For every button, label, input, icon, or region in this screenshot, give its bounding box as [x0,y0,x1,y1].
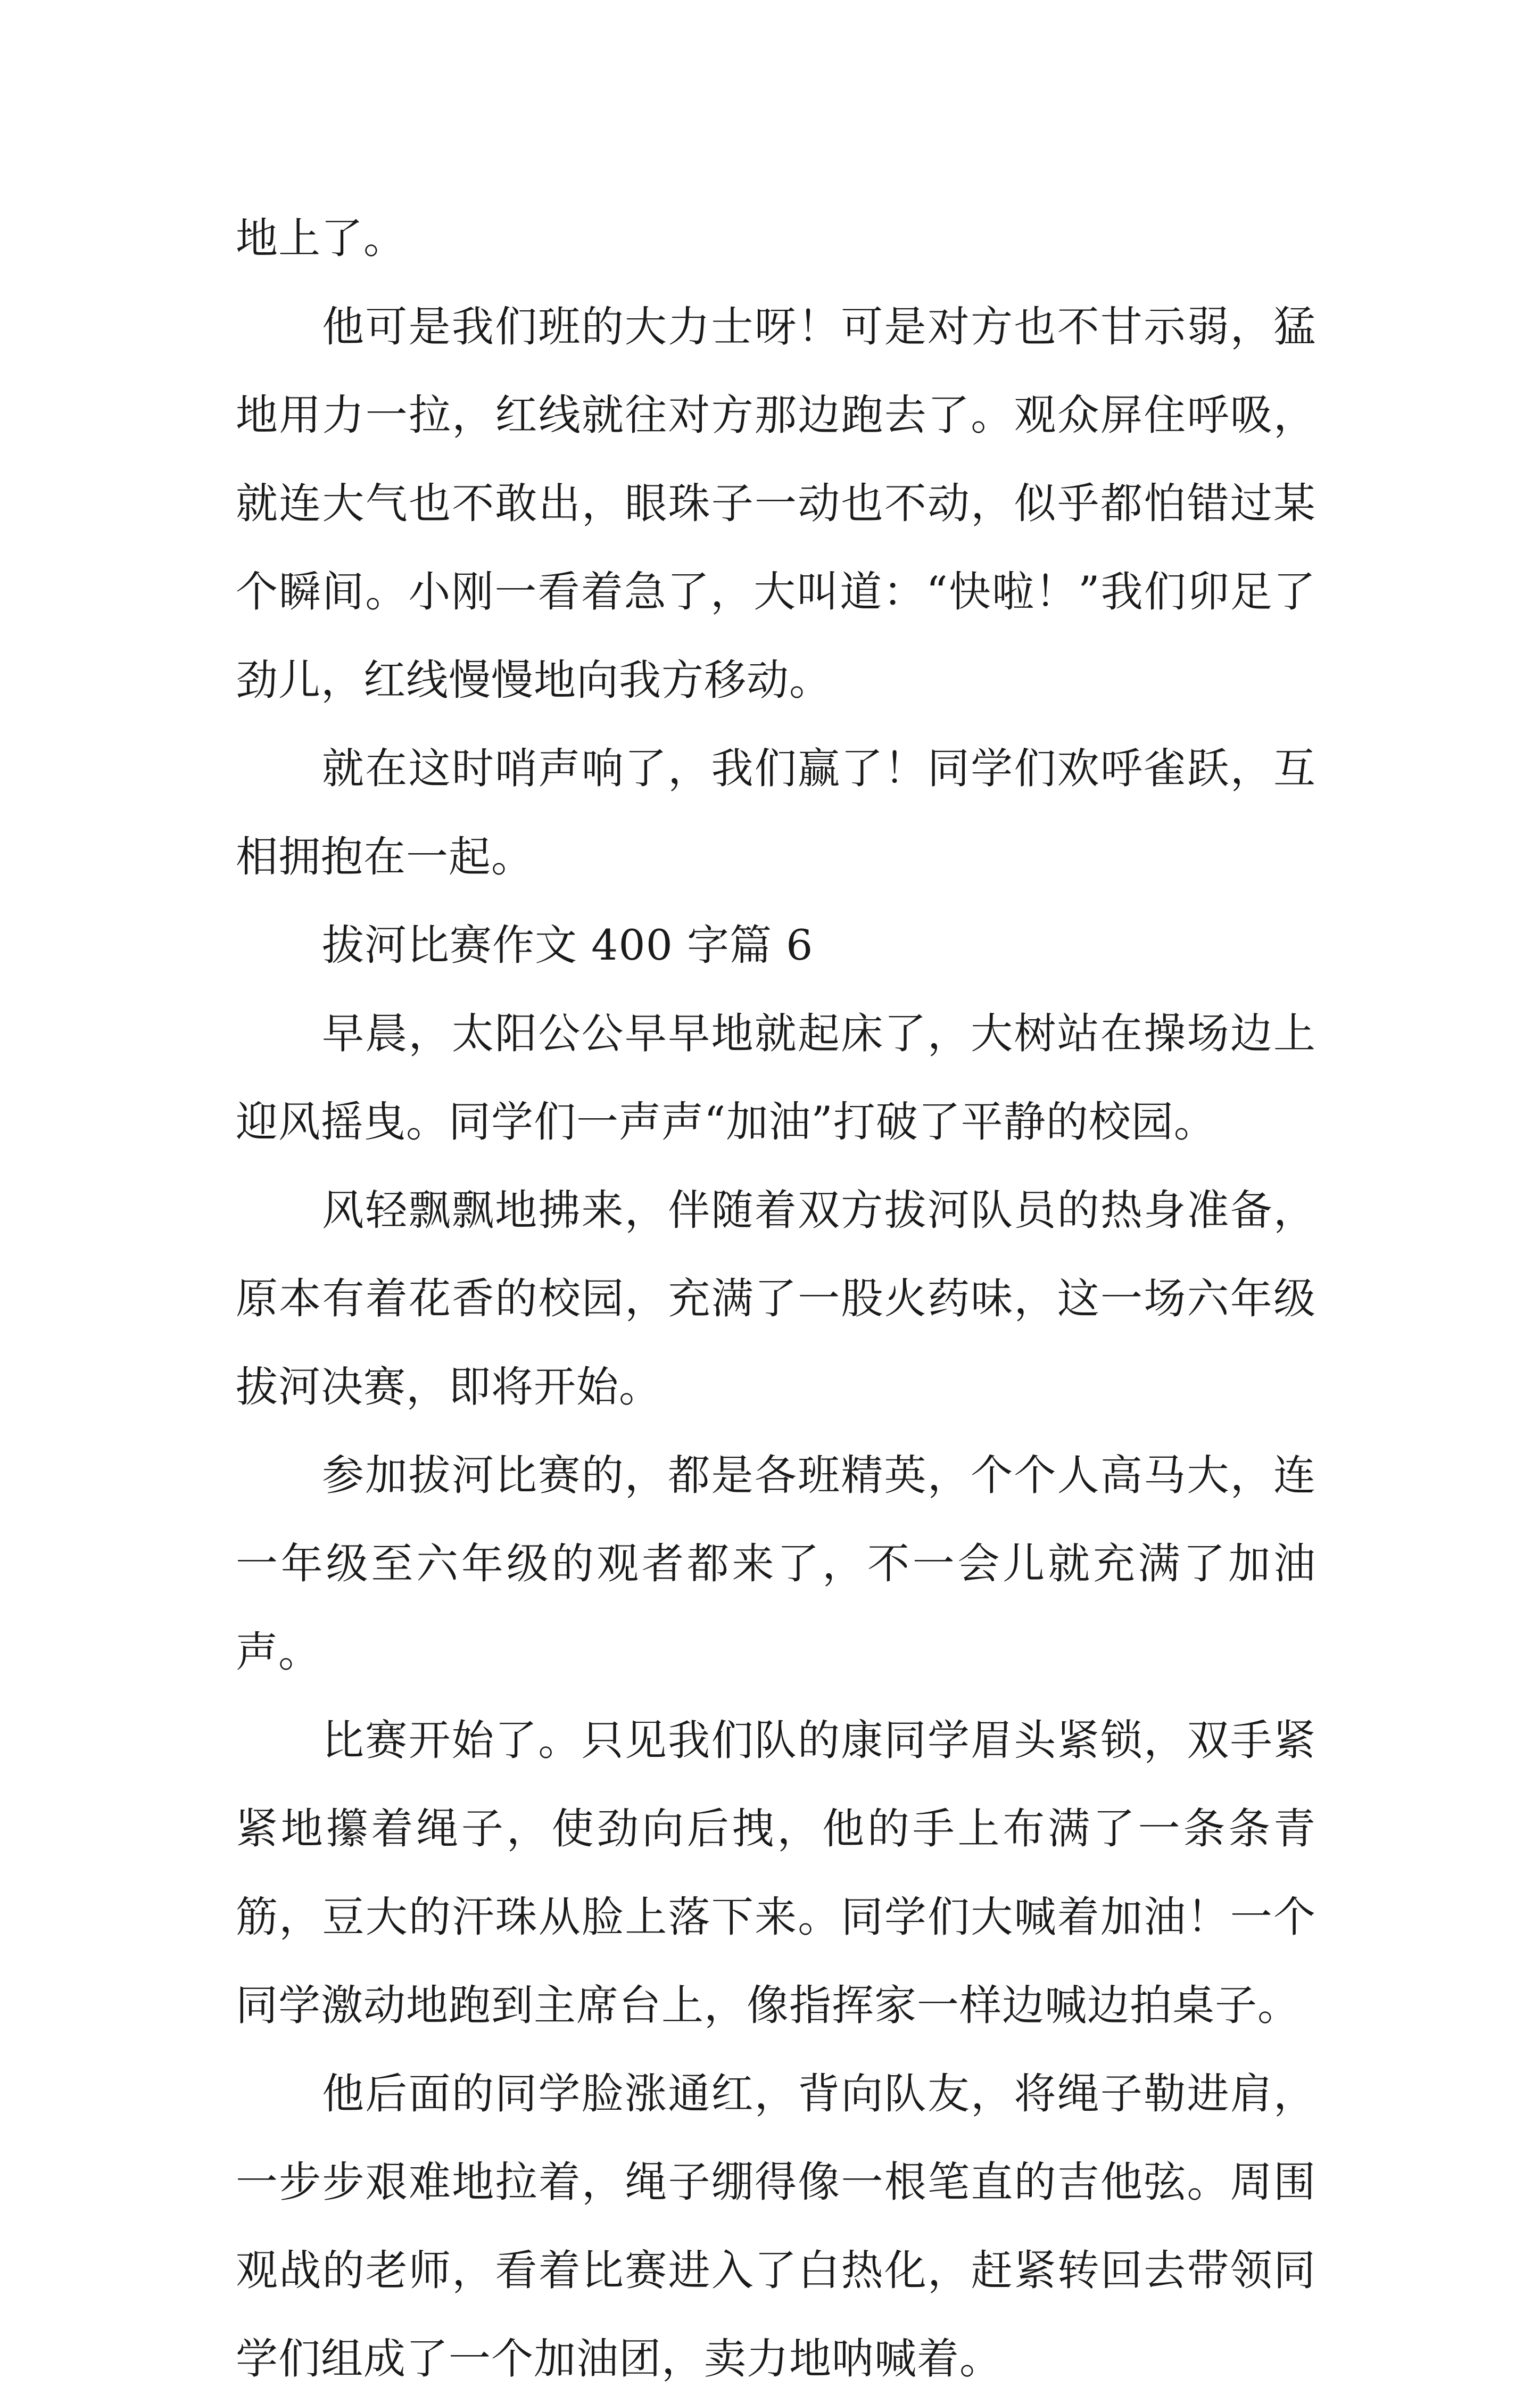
article-body [236,194,1316,2403]
paragraph: 他可是我们班的大力士呀！可是对方也不甘示弱，猛地用力一拉，红线就往对方那边跑去了。观众屏住呼吸，就连大气也不敢出，眼珠子一动也不动，似乎都怕错过某个瞬间。小刚一看着急了，大叫道：“快啦！”我们卯足了劲儿，红线慢慢地向我方移动。 [236,302,1316,705]
paragraph: 比赛开始了。只见我们队的康同学眉头紧锁，双手紧紧地攥着绳子，使劲向后拽，他的手上布满了一条条青筋，豆大的汗珠从脸上落下来。同学们大喊着加油！一个同学激动地跑到主席台上，像指挥家一样边喊边拍桌子。 [236,1716,1316,2030]
paragraph-continuation: 地上了。 [236,214,406,263]
paragraph: 就在这时哨声响了，我们赢了！同学们欢呼雀跃，互相拥抱在一起。 [236,744,1316,881]
section-heading: 拔河比赛作文 400 字篇 6 [322,921,814,970]
paragraph: 风轻飘飘地拂来，伴随着双方拔河队员的热身准备，原本有着花香的校园，充满了一股火药味，这一场六年级拔河决赛，即将开始。 [236,1186,1316,1411]
paragraph: 参加拔河比赛的，都是各班精英，个个人高马大，连一年级至六年级的观者都来了，不一会儿就充满了加油声。 [236,1451,1316,1677]
paragraph: 早晨，太阳公公早早地就起床了，大树站在操场边上迎风摇曳。同学们一声声“加油”打破了平静的校园。 [236,1009,1316,1146]
paragraph: 他后面的同学脸涨通红，背向队友，将绳子勒进肩，一步步艰难地拉着，绳子绷得像一根笔直的吉他弦。周围观战的老师，看着比赛进入了白热化，赶紧转回去带领同学们组成了一个加油团，卖力地呐喊着。 [236,2069,1316,2383]
